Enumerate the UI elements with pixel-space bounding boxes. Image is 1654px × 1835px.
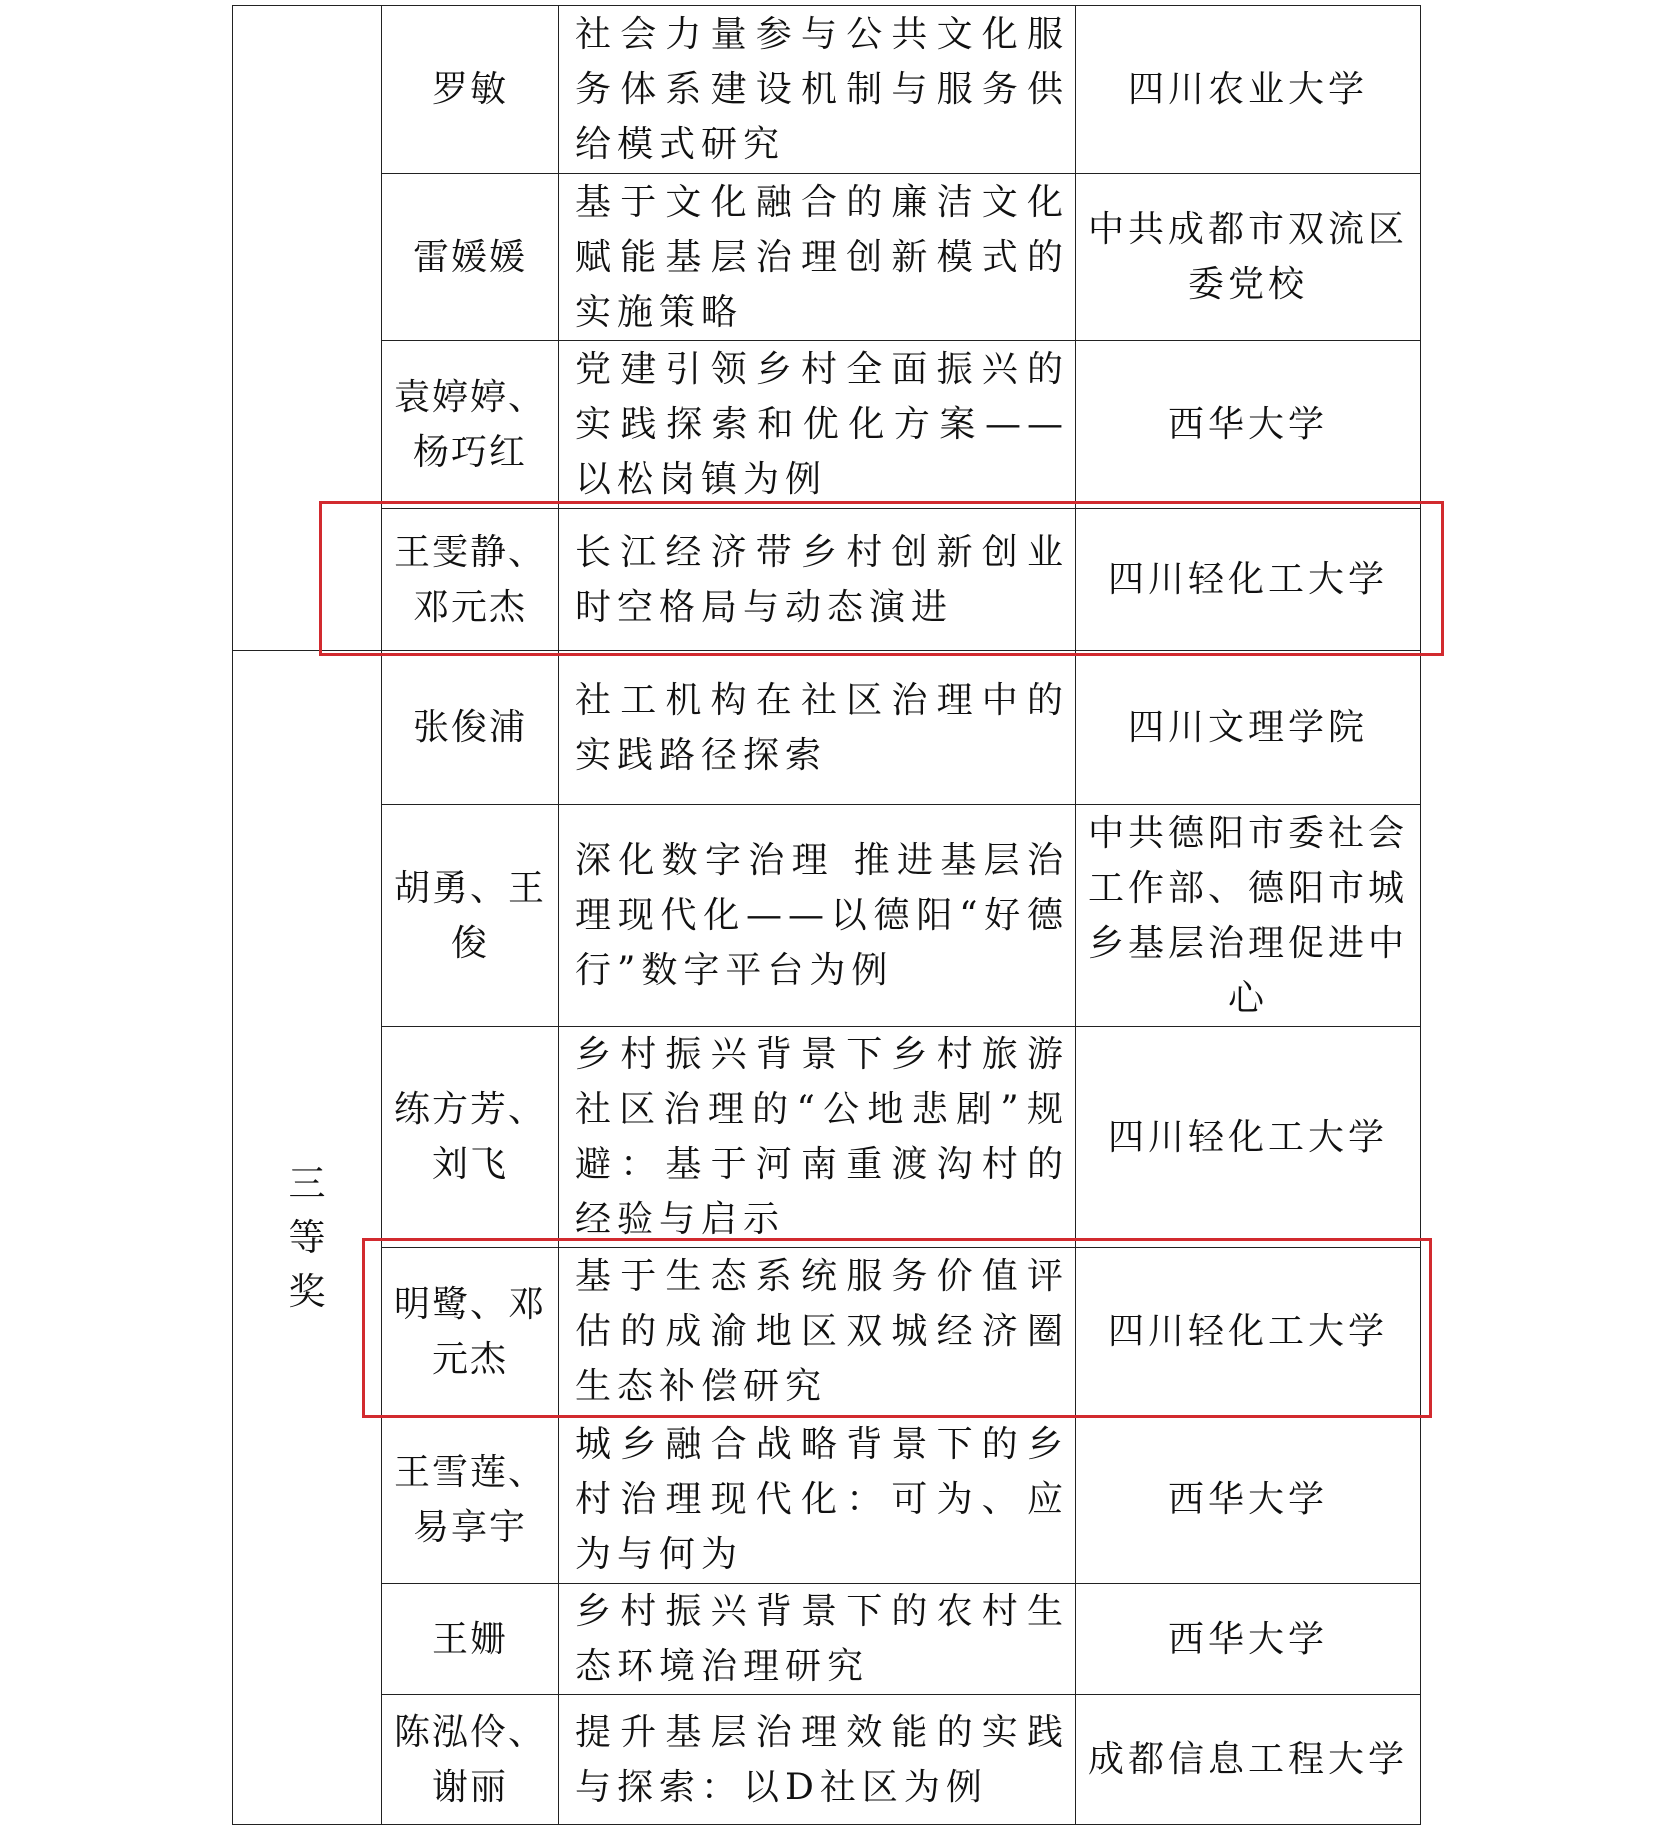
unit-cell	[1076, 1248, 1421, 1416]
title-cell	[559, 805, 1076, 1027]
title-cell	[559, 1248, 1076, 1416]
category-cell-previous	[233, 6, 382, 651]
authors-text: 张俊浦	[412, 707, 527, 748]
authors-cell	[382, 1248, 559, 1416]
authors-text: 陈泓伶、谢丽	[394, 1711, 547, 1808]
title-text: 提升基层治理效能的实践与探索：以D社区为例	[575, 1711, 1069, 1808]
authors-text: 胡勇、王俊	[394, 867, 547, 964]
title-text: 社工机构在社区治理中的实践路径探索	[575, 679, 1069, 776]
awards-table	[232, 5, 1421, 1825]
table-row	[233, 1584, 1421, 1695]
unit-cell	[1076, 341, 1421, 509]
title-cell	[559, 1416, 1076, 1584]
unit-cell	[1076, 1695, 1421, 1825]
title-cell	[559, 6, 1076, 174]
category-label: 三等奖	[288, 1161, 326, 1313]
table-row	[233, 651, 1421, 805]
table-row	[233, 6, 1421, 174]
unit-text: 成都信息工程大学	[1087, 1739, 1408, 1780]
title-cell	[559, 1584, 1076, 1695]
unit-text: 四川轻化工大学	[1107, 1116, 1388, 1158]
table-row	[233, 509, 1421, 651]
title-text: 乡村振兴背景下的农村生态环境治理研究	[575, 1591, 1069, 1687]
title-text: 基于文化融合的廉洁文化赋能基层治理创新模式的实施策略	[575, 181, 1069, 333]
title-text: 基于生态系统服务价值评估的成渝地区双城经济圈生态补偿研究	[575, 1256, 1069, 1407]
authors-cell	[382, 341, 559, 509]
unit-cell	[1076, 509, 1421, 651]
authors-text: 练方芳、刘飞	[394, 1089, 547, 1185]
title-cell	[559, 1027, 1076, 1248]
unit-text: 西华大学	[1167, 404, 1328, 445]
unit-text: 西华大学	[1167, 1618, 1328, 1660]
table-row	[233, 1027, 1421, 1248]
authors-text: 王姗	[431, 1618, 508, 1660]
unit-cell	[1076, 1027, 1421, 1248]
title-cell	[559, 174, 1076, 341]
table-row	[233, 1416, 1421, 1584]
authors-cell	[382, 1027, 559, 1248]
title-cell	[559, 651, 1076, 805]
authors-cell	[382, 509, 559, 651]
authors-cell	[382, 1695, 559, 1825]
unit-text: 四川轻化工大学	[1107, 559, 1388, 600]
unit-cell	[1076, 1416, 1421, 1584]
unit-text: 四川轻化工大学	[1107, 1311, 1388, 1352]
authors-text: 王雪莲、易享宇	[394, 1451, 547, 1548]
unit-text: 中共德阳市委社会工作部、德阳市城乡基层治理促进中心	[1087, 812, 1408, 1019]
authors-text: 雷媛媛	[412, 236, 527, 278]
title-text: 城乡融合战略背景下的乡村治理现代化：可为、应为与何为	[575, 1424, 1069, 1575]
title-text: 深化数字治理 推进基层治理现代化——以德阳“好德行”数字平台为例	[575, 840, 1069, 991]
unit-text: 四川农业大学	[1127, 69, 1368, 110]
authors-text: 王雯静、邓元杰	[394, 531, 547, 628]
unit-text: 西华大学	[1167, 1479, 1328, 1520]
unit-cell	[1076, 1584, 1421, 1695]
authors-cell	[382, 174, 559, 341]
title-cell	[559, 341, 1076, 509]
title-text: 社会力量参与公共文化服务体系建设机制与服务供给模式研究	[575, 14, 1069, 165]
title-text: 长江经济带乡村创新创业时空格局与动态演进	[575, 531, 1069, 628]
unit-cell	[1076, 174, 1421, 341]
authors-cell	[382, 6, 559, 174]
table-row	[233, 1248, 1421, 1416]
unit-text: 四川文理学院	[1127, 707, 1368, 748]
authors-text: 罗敏	[431, 69, 508, 110]
table-row	[233, 805, 1421, 1027]
category-cell-third-prize	[233, 651, 382, 1825]
authors-cell	[382, 651, 559, 805]
title-cell	[559, 1695, 1076, 1825]
authors-cell	[382, 1416, 559, 1584]
unit-cell	[1076, 805, 1421, 1027]
unit-text: 中共成都市双流区委党校	[1087, 209, 1408, 305]
table-row	[233, 341, 1421, 509]
title-text: 乡村振兴背景下乡村旅游社区治理的“公地悲剧”规避：基于河南重渡沟村的经验与启示	[575, 1034, 1069, 1240]
unit-cell	[1076, 6, 1421, 174]
title-text: 党建引领乡村全面振兴的实践探索和优化方案——以松岗镇为例	[575, 349, 1069, 500]
table-row	[233, 1695, 1421, 1825]
title-cell	[559, 509, 1076, 651]
unit-cell	[1076, 651, 1421, 805]
authors-text: 袁婷婷、杨巧红	[394, 376, 547, 473]
table-row	[233, 174, 1421, 341]
authors-cell	[382, 805, 559, 1027]
authors-cell	[382, 1584, 559, 1695]
authors-text: 明鹭、邓元杰	[394, 1283, 547, 1380]
